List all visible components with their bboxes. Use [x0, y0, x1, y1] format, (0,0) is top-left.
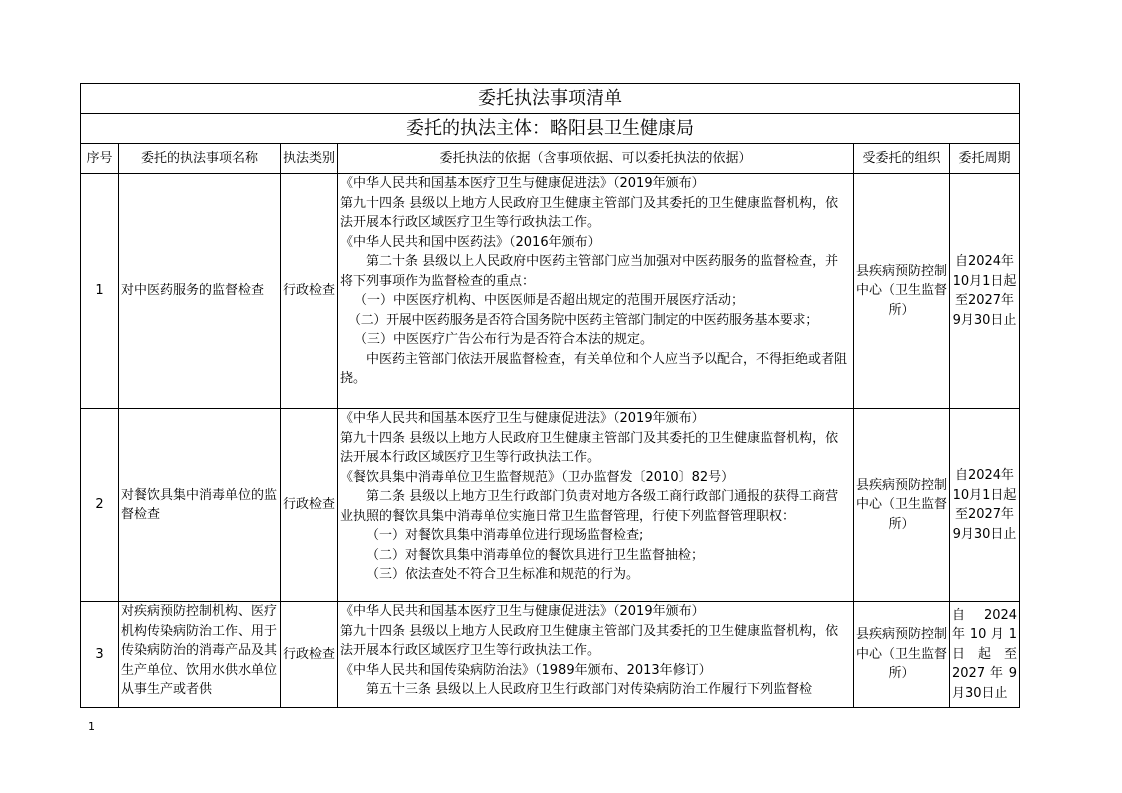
- basis-line: （二）开展中医药服务是否符合国务院中医药主管部门制定的中医药服务基本要求；: [348, 312, 818, 328]
- basis-line: 《中华人民共和国基本医疗卫生与健康促进法》（2019年颁布）: [340, 176, 705, 191]
- row-category: 行政检查: [281, 602, 338, 708]
- basis-line: 《中华人民共和国传染病防治法》（1989年颁布、2013年修订）: [340, 662, 712, 678]
- row-name: 对疾病预防控制机构、医疗机构传染病防治工作、用于传染病防治的消毒产品及其生产单位、饮用水供水单位从事生产或者供: [119, 602, 281, 708]
- row-period: 自2024年10月1日起至2027年9月30日止: [950, 409, 1020, 602]
- basis-line: 《中华人民共和国基本医疗卫生与健康促进法》（2019年颁布）: [340, 604, 705, 619]
- row-name: 对餐饮具集中消毒单位的监督检查: [119, 409, 281, 602]
- basis-line: 《餐饮具集中消毒单位卫生监督规范》（卫办监督发〔2010〕82号）: [340, 469, 735, 485]
- page-number: 1: [88, 720, 95, 733]
- row-period: 自2024年10月1日起至2027年9月30日止: [950, 174, 1020, 409]
- basis-line: 第九十四条 县级以上地方人民政府卫生健康主管部门及其委托的卫生健康监督机构，依法开展本行政区域医疗卫生等行政执法工作。: [340, 430, 839, 465]
- basis-line: 中医药主管部门依法开展监督检查，有关单位和个人应当予以配合，不得拒绝或者阻挠。: [340, 351, 848, 386]
- row-org: 县疾病预防控制中心（卫生监督所）: [854, 409, 950, 602]
- row-no: 2: [81, 409, 119, 602]
- header-basis: 委托执法的依据（含事项依据、可以委托执法的依据）: [338, 144, 854, 174]
- row-category: 行政检查: [281, 409, 338, 602]
- header-no: 序号: [81, 144, 119, 174]
- basis-line: （二）对餐饮具集中消毒单位的餐饮具进行卫生监督抽检；: [366, 547, 705, 563]
- document-title: 委托执法事项清单: [81, 84, 1020, 114]
- basis-line: 第五十三条 县级以上人民政府卫生行政部门对传染病防治工作履行下列监督检: [366, 682, 813, 697]
- header-org: 受委托的组织: [854, 144, 950, 174]
- row-no: 1: [81, 174, 119, 409]
- table-row: [81, 409, 1020, 602]
- basis-line: （三）中医医疗广告公布行为是否符合本法的规定。: [354, 332, 654, 347]
- document-subtitle: 委托的执法主体：略阳县卫生健康局: [81, 114, 1020, 144]
- row-no: 3: [81, 602, 119, 708]
- row-name: 对中医药服务的监督检查: [119, 174, 281, 409]
- row-basis: [338, 174, 854, 409]
- basis-line: 第九十四条 县级以上地方人民政府卫生健康主管部门及其委托的卫生健康监督机构，依法开展本行政区域医疗卫生等行政执法工作。: [340, 195, 839, 230]
- header-category: 执法类别: [281, 144, 338, 174]
- table-header: [81, 144, 1020, 174]
- header-name: 委托的执法事项名称: [119, 144, 281, 174]
- row-org: 县疾病预防控制中心（卫生监督所）: [854, 602, 950, 708]
- basis-line: 第二条 县级以上地方卫生行政部门负责对地方各级工商行政部门通报的获得工商营业执照的餐饮具集中消毒单位实施日常卫生监督管理，行使下列监督管理职权：: [340, 489, 839, 524]
- row-basis: [338, 602, 854, 708]
- row-org: 县疾病预防控制中心（卫生监督所）: [854, 174, 950, 409]
- basis-line: （一）中医医疗机构、中医医师是否超出规定的范围开展医疗活动；: [354, 293, 745, 308]
- row-period: 自 2024 年 10 月 1 日 起 至 2027 年 9 月30日止: [950, 602, 1020, 708]
- table-row: [81, 602, 1020, 708]
- row-basis: [338, 409, 854, 602]
- header-period: 委托周期: [950, 144, 1020, 174]
- row-category: 行政检查: [281, 174, 338, 409]
- delegation-table: [80, 83, 1020, 708]
- table-row: [81, 174, 1020, 409]
- basis-line: （三）依法查处不符合卫生标准和规范的行为。: [366, 567, 640, 582]
- basis-line: 《中华人民共和国中医药法》（2016年颁布）: [340, 234, 601, 250]
- basis-line: 《中华人民共和国基本医疗卫生与健康促进法》（2019年颁布）: [340, 411, 705, 426]
- basis-line: 第九十四条 县级以上地方人民政府卫生健康主管部门及其委托的卫生健康监督机构，依法开展本行政区域医疗卫生等行政执法工作。: [340, 623, 839, 658]
- basis-line: 第二十条 县级以上人民政府中医药主管部门应当加强对中医药服务的监督检查，并将下列事项作为监督检查的重点：: [340, 254, 839, 289]
- basis-line: （一）对餐饮具集中消毒单位进行现场监督检查;: [366, 528, 644, 543]
